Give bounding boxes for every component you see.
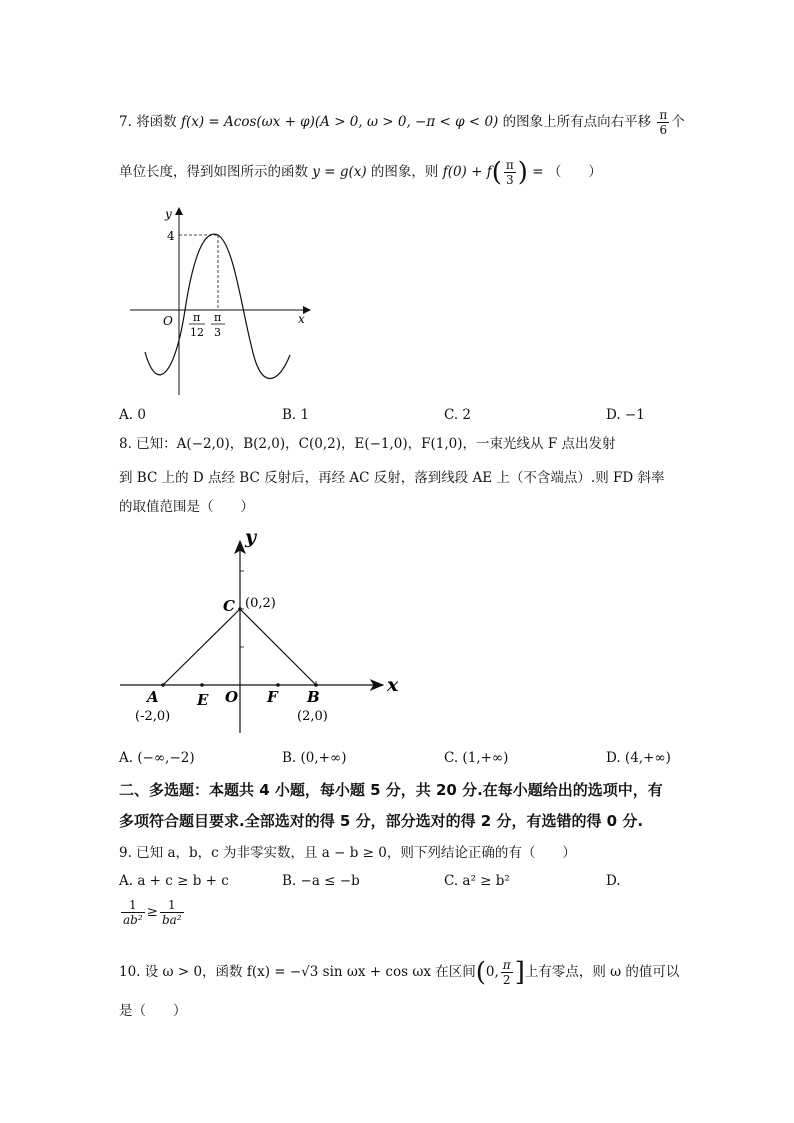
q8-line2: 到 BC 上的 D 点经 BC 反射后，再经 AC 反射，落到线段 AE 上（不含端点）.则 FD 斜率 (119, 470, 665, 486)
q8-f-label: F (267, 688, 278, 706)
q7-expr: f(0) + f (442, 164, 492, 180)
q8-graph (115, 523, 415, 738)
q7-option-a[interactable]: A. 0 (119, 407, 146, 423)
q7-text-e: 的图象，则 (370, 164, 439, 180)
q7-curve (145, 234, 290, 378)
q9-option-d-content (119, 898, 186, 927)
q7-x-label: x (298, 312, 305, 326)
q8-c-coord: (0,2) (245, 596, 276, 611)
q8-a-label: A (147, 688, 159, 706)
q8-b-label: B (307, 688, 320, 706)
q9-d-lhs: $\frac{1}{\text{ab²}}$ (123, 898, 143, 927)
q7-tick1-den: 12 (190, 326, 204, 339)
q7-tick2-den: 3 (214, 326, 221, 339)
q7-arg-fraction: $\frac{\pi}{3}$ (505, 158, 514, 187)
q10-line1: 10. 设 ω > 0，函数 f(x) = −√3 sin ωx + cos ωx 在区间(0, $\frac{\pi}{2}$ ]上有零点，则 ω 的值可以 (119, 957, 680, 988)
section2-line1: 二、多选题：本题共 4 小题，每小题 5 分，共 20 分.在每小题给出的选项中，有 (119, 781, 663, 799)
q7-text-d: 单位长度，得到如图所示的函数 (119, 164, 308, 180)
q7-y-label: y (165, 207, 172, 221)
q8-a-coord: (-2,0) (135, 709, 171, 724)
q10-text-a: 10. 设 ω > 0，函数 f(x) = −√3 sin ωx + cos ωx 在区间 (119, 964, 476, 980)
q10-interval-fraction: $\frac{\pi}{2}$ (502, 958, 511, 987)
q8-o-label: O (225, 688, 239, 706)
q7-option-b[interactable]: B. 1 (282, 407, 310, 423)
q8-c-label: C (223, 597, 235, 615)
q7-shift-fraction: $\frac{\pi}{6}$ (659, 108, 668, 137)
q9-d-rel: ≥ (146, 904, 158, 920)
q7-option-c[interactable]: C. 2 (444, 407, 472, 423)
q8-x-label: x (387, 674, 399, 696)
q8-option-b[interactable]: B. (0,+∞) (282, 750, 347, 766)
q8-line3: 的取值范围是（ ） (119, 499, 254, 515)
q10-interval-left: 0, (485, 964, 499, 980)
q8-option-d[interactable]: D. (4,+∞) (606, 750, 671, 766)
q9-d-rhs: $\frac{1}{\text{ba²}}$ (161, 898, 182, 927)
q8-option-c[interactable]: C. (1,+∞) (444, 750, 509, 766)
q9-stem: 9. 已知 a，b，c 为非零实数，且 a − b ≥ 0，则下列结论正确的有（ ） (119, 845, 576, 861)
q9-option-d[interactable]: D. (606, 873, 621, 889)
q7-text-b: 的图象上所有点向右平移 (502, 114, 652, 130)
q8-y-label: y (245, 526, 257, 548)
q10-text-b: 上有零点，则 ω 的值可以 (524, 964, 680, 980)
q7-option-d[interactable]: D. −1 (606, 407, 645, 423)
q7-max-label: 4 (167, 229, 175, 243)
q8-line1: 8. 已知：A(−2,0)，B(2,0)，C(0,2)，E(−1,0)，F(1,0)，一束光线从 F 点出发射 (119, 436, 616, 452)
q7-origin-label: O (163, 314, 173, 328)
q8-line-ac (163, 609, 240, 685)
q9-option-c[interactable]: C. a² ≥ b² (444, 873, 510, 889)
q7-graph (125, 200, 325, 400)
q7-text-f: = （ ） (532, 164, 602, 180)
q8-line-bc (240, 609, 316, 685)
q7-text-a: 将函数 (136, 114, 177, 130)
q8-option-a[interactable]: A. (−∞,−2) (119, 750, 195, 766)
q7-line2: 单位长度，得到如图所示的函数 y = g(x) 的图象，则 f(0) + f( $\frac{\pi}{3}$ ) = （ ） (119, 157, 602, 188)
q7-number: 7. (119, 114, 132, 130)
q7-tick2-num: π (214, 311, 222, 324)
q9-option-b[interactable]: B. −a ≤ −b (282, 873, 360, 889)
q7-line1 (119, 108, 685, 137)
q7-tick1-num: π (193, 311, 201, 324)
q7-text-c: 个 (671, 114, 685, 130)
section2-line2: 多项符合题目要求.全部选对的得 5 分，部分选对的得 2 分，有选错的得 0 分. (119, 812, 644, 830)
q10-line2: 是（ ） (119, 1003, 187, 1019)
q9-option-a[interactable]: A. a + c ≥ b + c (119, 873, 229, 889)
q7-formula: f(x) = Acos(ωx + φ)(A > 0, ω > 0, −π < φ < 0) (180, 114, 499, 130)
q7-g-formula: y = g(x) (312, 164, 367, 180)
q8-e-label: E (197, 691, 209, 709)
q8-b-coord: (2,0) (297, 709, 328, 724)
